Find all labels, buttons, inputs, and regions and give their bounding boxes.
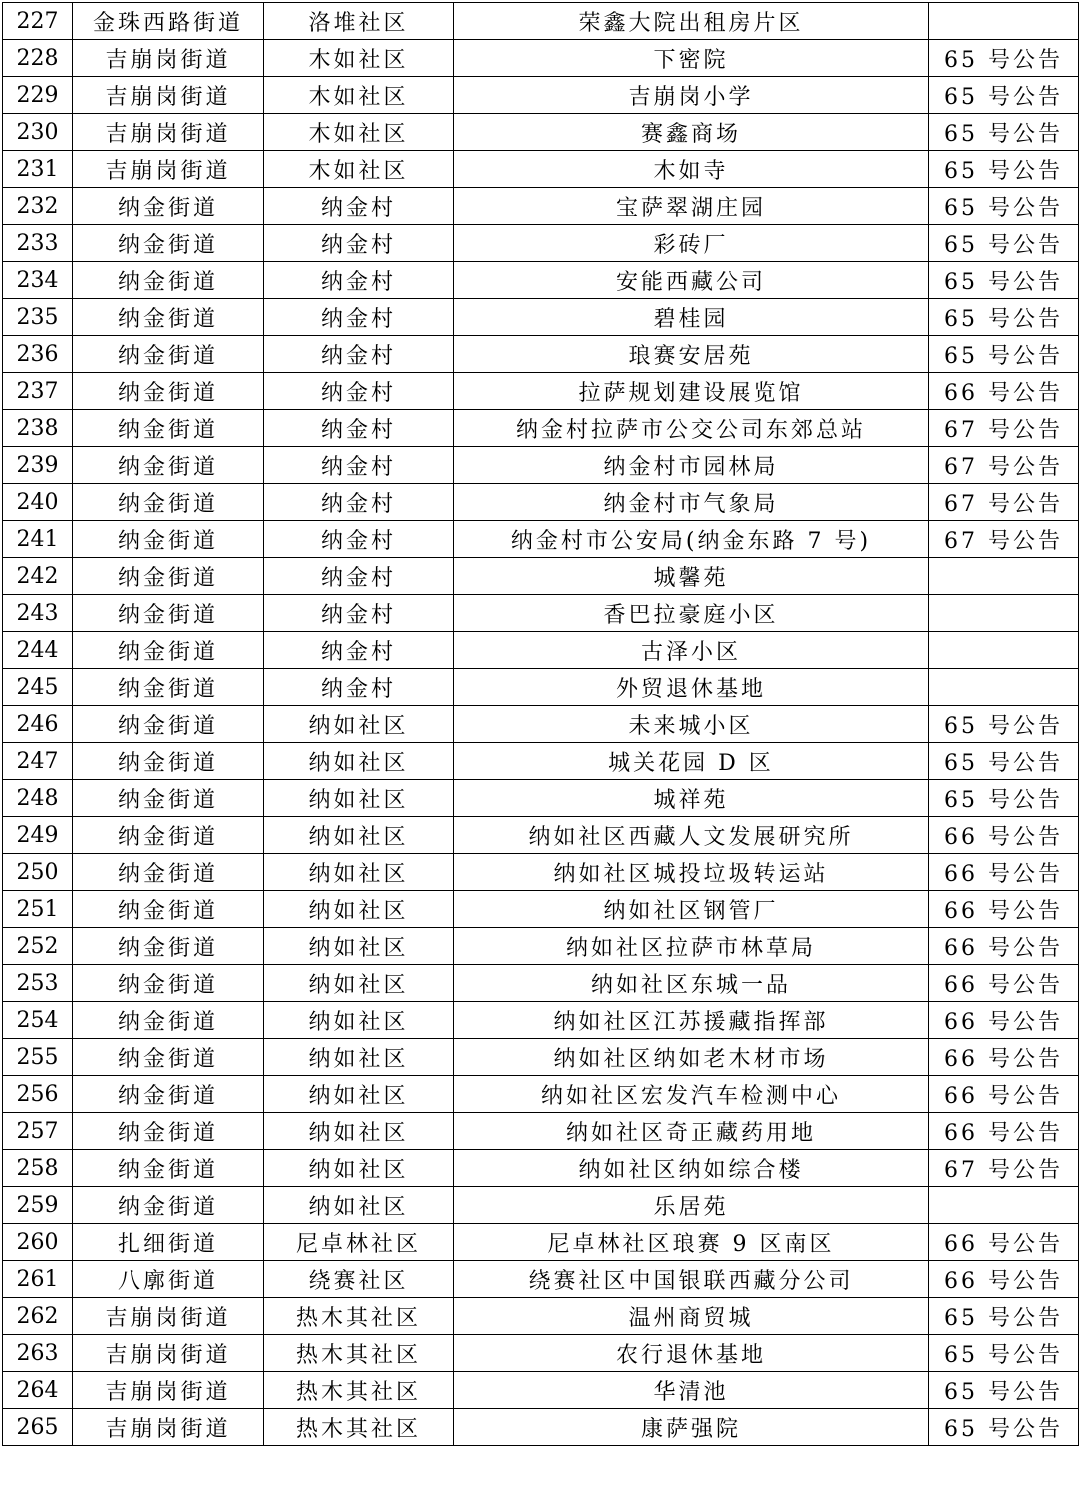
row-number-cell: 232 — [3, 188, 73, 225]
site-table — [2, 2, 1079, 1446]
table-row — [3, 817, 1079, 854]
notice-cell: 65 号公告 — [929, 1335, 1079, 1372]
street-cell: 纳金街道 — [73, 1039, 264, 1076]
table-row — [3, 521, 1079, 558]
site-name-cell: 纳金村拉萨市公交公司东郊总站 — [454, 410, 929, 447]
community-cell: 纳如社区 — [264, 1187, 454, 1224]
community-cell: 热木其社区 — [264, 1409, 454, 1446]
community-cell: 纳金村 — [264, 447, 454, 484]
site-name-cell: 纳如社区钢管厂 — [454, 891, 929, 928]
community-cell: 热木其社区 — [264, 1335, 454, 1372]
community-cell: 纳金村 — [264, 299, 454, 336]
row-number-cell: 261 — [3, 1261, 73, 1298]
table-row — [3, 1335, 1079, 1372]
community-cell: 纳如社区 — [264, 928, 454, 965]
table-row — [3, 1039, 1079, 1076]
street-cell: 吉崩岗街道 — [73, 1335, 264, 1372]
table-row — [3, 1002, 1079, 1039]
table-row — [3, 299, 1079, 336]
notice-cell: 65 号公告 — [929, 780, 1079, 817]
street-cell: 吉崩岗街道 — [73, 114, 264, 151]
site-name-cell: 尼卓林社区琅赛 9 区南区 — [454, 1224, 929, 1261]
notice-cell: 67 号公告 — [929, 447, 1079, 484]
table-row — [3, 262, 1079, 299]
notice-cell: 66 号公告 — [929, 1002, 1079, 1039]
site-name-cell: 康萨强院 — [454, 1409, 929, 1446]
row-number-cell: 259 — [3, 1187, 73, 1224]
notice-cell: 65 号公告 — [929, 1298, 1079, 1335]
row-number-cell: 263 — [3, 1335, 73, 1372]
community-cell: 纳如社区 — [264, 817, 454, 854]
site-name-cell: 赛鑫商场 — [454, 114, 929, 151]
row-number-cell: 233 — [3, 225, 73, 262]
community-cell: 洛堆社区 — [264, 3, 454, 40]
notice-cell: 66 号公告 — [929, 928, 1079, 965]
notice-cell: 65 号公告 — [929, 336, 1079, 373]
table-row — [3, 373, 1079, 410]
community-cell: 纳如社区 — [264, 891, 454, 928]
site-name-cell: 城关花园 D 区 — [454, 743, 929, 780]
street-cell: 吉崩岗街道 — [73, 40, 264, 77]
street-cell: 纳金街道 — [73, 891, 264, 928]
table-row — [3, 1187, 1079, 1224]
community-cell: 纳金村 — [264, 188, 454, 225]
row-number-cell: 265 — [3, 1409, 73, 1446]
row-number-cell: 227 — [3, 3, 73, 40]
row-number-cell: 258 — [3, 1150, 73, 1187]
community-cell: 纳如社区 — [264, 965, 454, 1002]
row-number-cell: 243 — [3, 595, 73, 632]
site-name-cell: 华清池 — [454, 1372, 929, 1409]
street-cell: 纳金街道 — [73, 410, 264, 447]
site-name-cell: 纳如社区纳如老木材市场 — [454, 1039, 929, 1076]
site-name-cell: 下密院 — [454, 40, 929, 77]
street-cell: 纳金街道 — [73, 1076, 264, 1113]
row-number-cell: 254 — [3, 1002, 73, 1039]
community-cell: 纳金村 — [264, 521, 454, 558]
street-cell: 纳金街道 — [73, 817, 264, 854]
notice-cell: 67 号公告 — [929, 410, 1079, 447]
notice-cell: 65 号公告 — [929, 1409, 1079, 1446]
notice-cell: 66 号公告 — [929, 1039, 1079, 1076]
site-name-cell: 纳如社区纳如综合楼 — [454, 1150, 929, 1187]
table-row — [3, 151, 1079, 188]
street-cell: 纳金街道 — [73, 336, 264, 373]
community-cell: 绕赛社区 — [264, 1261, 454, 1298]
community-cell: 纳金村 — [264, 373, 454, 410]
notice-cell: 67 号公告 — [929, 521, 1079, 558]
site-name-cell: 碧桂园 — [454, 299, 929, 336]
notice-cell: 65 号公告 — [929, 706, 1079, 743]
notice-cell: 65 号公告 — [929, 151, 1079, 188]
row-number-cell: 264 — [3, 1372, 73, 1409]
row-number-cell: 244 — [3, 632, 73, 669]
community-cell: 纳金村 — [264, 484, 454, 521]
community-cell: 尼卓林社区 — [264, 1224, 454, 1261]
row-number-cell: 253 — [3, 965, 73, 1002]
table-row — [3, 1113, 1079, 1150]
table-row — [3, 1298, 1079, 1335]
table-row — [3, 1409, 1079, 1446]
notice-cell: 65 号公告 — [929, 188, 1079, 225]
street-cell: 纳金街道 — [73, 965, 264, 1002]
community-cell: 纳如社区 — [264, 743, 454, 780]
street-cell: 纳金街道 — [73, 669, 264, 706]
row-number-cell: 240 — [3, 484, 73, 521]
notice-cell — [929, 632, 1079, 669]
notice-cell: 65 号公告 — [929, 743, 1079, 780]
street-cell: 纳金街道 — [73, 521, 264, 558]
notice-cell — [929, 558, 1079, 595]
site-name-cell: 纳金村市公安局(纳金东路 7 号) — [454, 521, 929, 558]
site-name-cell: 纳如社区宏发汽车检测中心 — [454, 1076, 929, 1113]
row-number-cell: 239 — [3, 447, 73, 484]
site-name-cell: 纳如社区江苏援藏指挥部 — [454, 1002, 929, 1039]
row-number-cell: 251 — [3, 891, 73, 928]
site-name-cell: 纳如社区城投垃圾转运站 — [454, 854, 929, 891]
notice-cell: 65 号公告 — [929, 299, 1079, 336]
table-row — [3, 706, 1079, 743]
street-cell: 纳金街道 — [73, 188, 264, 225]
street-cell: 纳金街道 — [73, 928, 264, 965]
table-row — [3, 1372, 1079, 1409]
notice-cell — [929, 669, 1079, 706]
site-name-cell: 彩砖厂 — [454, 225, 929, 262]
community-cell: 纳如社区 — [264, 1002, 454, 1039]
notice-cell: 66 号公告 — [929, 817, 1079, 854]
community-cell: 纳金村 — [264, 669, 454, 706]
street-cell: 纳金街道 — [73, 1150, 264, 1187]
table-row — [3, 780, 1079, 817]
site-name-cell: 外贸退休基地 — [454, 669, 929, 706]
community-cell: 热木其社区 — [264, 1372, 454, 1409]
street-cell: 纳金街道 — [73, 632, 264, 669]
community-cell: 纳金村 — [264, 558, 454, 595]
site-name-cell: 未来城小区 — [454, 706, 929, 743]
site-name-cell: 温州商贸城 — [454, 1298, 929, 1335]
table-row — [3, 965, 1079, 1002]
notice-cell — [929, 1187, 1079, 1224]
table-row — [3, 225, 1079, 262]
street-cell: 纳金街道 — [73, 373, 264, 410]
site-name-cell: 绕赛社区中国银联西藏分公司 — [454, 1261, 929, 1298]
street-cell: 吉崩岗街道 — [73, 1372, 264, 1409]
site-name-cell: 纳如社区拉萨市林草局 — [454, 928, 929, 965]
site-name-cell: 宝萨翠湖庄园 — [454, 188, 929, 225]
table-row — [3, 854, 1079, 891]
site-name-cell: 纳如社区奇正藏药用地 — [454, 1113, 929, 1150]
site-name-cell: 乐居苑 — [454, 1187, 929, 1224]
table-row — [3, 1224, 1079, 1261]
table-row — [3, 447, 1079, 484]
row-number-cell: 250 — [3, 854, 73, 891]
street-cell: 纳金街道 — [73, 706, 264, 743]
table-row — [3, 558, 1079, 595]
community-cell: 木如社区 — [264, 151, 454, 188]
row-number-cell: 230 — [3, 114, 73, 151]
site-name-cell: 吉崩岗小学 — [454, 77, 929, 114]
street-cell: 吉崩岗街道 — [73, 77, 264, 114]
row-number-cell: 248 — [3, 780, 73, 817]
table-row — [3, 1261, 1079, 1298]
row-number-cell: 238 — [3, 410, 73, 447]
community-cell: 纳金村 — [264, 336, 454, 373]
street-cell: 纳金街道 — [73, 743, 264, 780]
row-number-cell: 257 — [3, 1113, 73, 1150]
table-row — [3, 928, 1079, 965]
table-row — [3, 114, 1079, 151]
row-number-cell: 234 — [3, 262, 73, 299]
table-row — [3, 1076, 1079, 1113]
street-cell: 扎细街道 — [73, 1224, 264, 1261]
table-row — [3, 891, 1079, 928]
site-name-cell: 纳金村市园林局 — [454, 447, 929, 484]
street-cell: 纳金街道 — [73, 1113, 264, 1150]
notice-cell — [929, 3, 1079, 40]
notice-cell: 66 号公告 — [929, 373, 1079, 410]
row-number-cell: 247 — [3, 743, 73, 780]
table-row — [3, 484, 1079, 521]
row-number-cell: 236 — [3, 336, 73, 373]
notice-cell: 66 号公告 — [929, 1076, 1079, 1113]
site-name-cell: 拉萨规划建设展览馆 — [454, 373, 929, 410]
row-number-cell: 255 — [3, 1039, 73, 1076]
notice-cell: 65 号公告 — [929, 77, 1079, 114]
row-number-cell: 260 — [3, 1224, 73, 1261]
community-cell: 纳如社区 — [264, 780, 454, 817]
table-row — [3, 1150, 1079, 1187]
site-name-cell: 安能西藏公司 — [454, 262, 929, 299]
row-number-cell: 231 — [3, 151, 73, 188]
row-number-cell: 237 — [3, 373, 73, 410]
table-row — [3, 40, 1079, 77]
row-number-cell: 246 — [3, 706, 73, 743]
table-row — [3, 3, 1079, 40]
street-cell: 纳金街道 — [73, 262, 264, 299]
row-number-cell: 245 — [3, 669, 73, 706]
community-cell: 纳如社区 — [264, 1076, 454, 1113]
community-cell: 木如社区 — [264, 40, 454, 77]
table-row — [3, 410, 1079, 447]
site-name-cell: 木如寺 — [454, 151, 929, 188]
table-row — [3, 743, 1079, 780]
site-name-cell: 城祥苑 — [454, 780, 929, 817]
community-cell: 纳如社区 — [264, 1039, 454, 1076]
street-cell: 纳金街道 — [73, 1187, 264, 1224]
site-name-cell: 农行退休基地 — [454, 1335, 929, 1372]
notice-cell: 66 号公告 — [929, 1113, 1079, 1150]
street-cell: 吉崩岗街道 — [73, 1298, 264, 1335]
street-cell: 纳金街道 — [73, 299, 264, 336]
site-name-cell: 纳金村市气象局 — [454, 484, 929, 521]
street-cell: 吉崩岗街道 — [73, 1409, 264, 1446]
notice-cell: 67 号公告 — [929, 484, 1079, 521]
notice-cell: 67 号公告 — [929, 1150, 1079, 1187]
community-cell: 纳金村 — [264, 262, 454, 299]
table-row — [3, 77, 1079, 114]
notice-cell: 66 号公告 — [929, 891, 1079, 928]
notice-cell: 65 号公告 — [929, 40, 1079, 77]
notice-cell: 65 号公告 — [929, 225, 1079, 262]
community-cell: 热木其社区 — [264, 1298, 454, 1335]
row-number-cell: 256 — [3, 1076, 73, 1113]
table-row — [3, 336, 1079, 373]
row-number-cell: 229 — [3, 77, 73, 114]
table-row — [3, 632, 1079, 669]
community-cell: 木如社区 — [264, 114, 454, 151]
row-number-cell: 242 — [3, 558, 73, 595]
street-cell: 纳金街道 — [73, 595, 264, 632]
site-name-cell: 荣鑫大院出租房片区 — [454, 3, 929, 40]
street-cell: 纳金街道 — [73, 225, 264, 262]
street-cell: 纳金街道 — [73, 1002, 264, 1039]
site-name-cell: 城馨苑 — [454, 558, 929, 595]
site-name-cell: 纳如社区东城一品 — [454, 965, 929, 1002]
community-cell: 木如社区 — [264, 77, 454, 114]
community-cell: 纳如社区 — [264, 1150, 454, 1187]
table-row — [3, 595, 1079, 632]
row-number-cell: 241 — [3, 521, 73, 558]
community-cell: 纳金村 — [264, 595, 454, 632]
site-name-cell: 香巴拉豪庭小区 — [454, 595, 929, 632]
notice-cell: 65 号公告 — [929, 114, 1079, 151]
notice-cell: 66 号公告 — [929, 854, 1079, 891]
street-cell: 金珠西路街道 — [73, 3, 264, 40]
community-cell: 纳如社区 — [264, 706, 454, 743]
notice-cell: 66 号公告 — [929, 1261, 1079, 1298]
street-cell: 吉崩岗街道 — [73, 151, 264, 188]
street-cell: 八廓街道 — [73, 1261, 264, 1298]
street-cell: 纳金街道 — [73, 780, 264, 817]
notice-cell: 66 号公告 — [929, 1224, 1079, 1261]
community-cell: 纳如社区 — [264, 854, 454, 891]
community-cell: 纳金村 — [264, 632, 454, 669]
notice-cell: 65 号公告 — [929, 1372, 1079, 1409]
street-cell: 纳金街道 — [73, 558, 264, 595]
site-table-body — [3, 3, 1079, 1446]
notice-cell — [929, 595, 1079, 632]
notice-cell: 65 号公告 — [929, 262, 1079, 299]
row-number-cell: 228 — [3, 40, 73, 77]
street-cell: 纳金街道 — [73, 484, 264, 521]
notice-cell: 66 号公告 — [929, 965, 1079, 1002]
site-name-cell: 琅赛安居苑 — [454, 336, 929, 373]
site-name-cell: 纳如社区西藏人文发展研究所 — [454, 817, 929, 854]
row-number-cell: 252 — [3, 928, 73, 965]
row-number-cell: 235 — [3, 299, 73, 336]
site-name-cell: 古泽小区 — [454, 632, 929, 669]
community-cell: 纳如社区 — [264, 1113, 454, 1150]
street-cell: 纳金街道 — [73, 854, 264, 891]
row-number-cell: 262 — [3, 1298, 73, 1335]
community-cell: 纳金村 — [264, 225, 454, 262]
table-row — [3, 669, 1079, 706]
row-number-cell: 249 — [3, 817, 73, 854]
table-row — [3, 188, 1079, 225]
community-cell: 纳金村 — [264, 410, 454, 447]
street-cell: 纳金街道 — [73, 447, 264, 484]
